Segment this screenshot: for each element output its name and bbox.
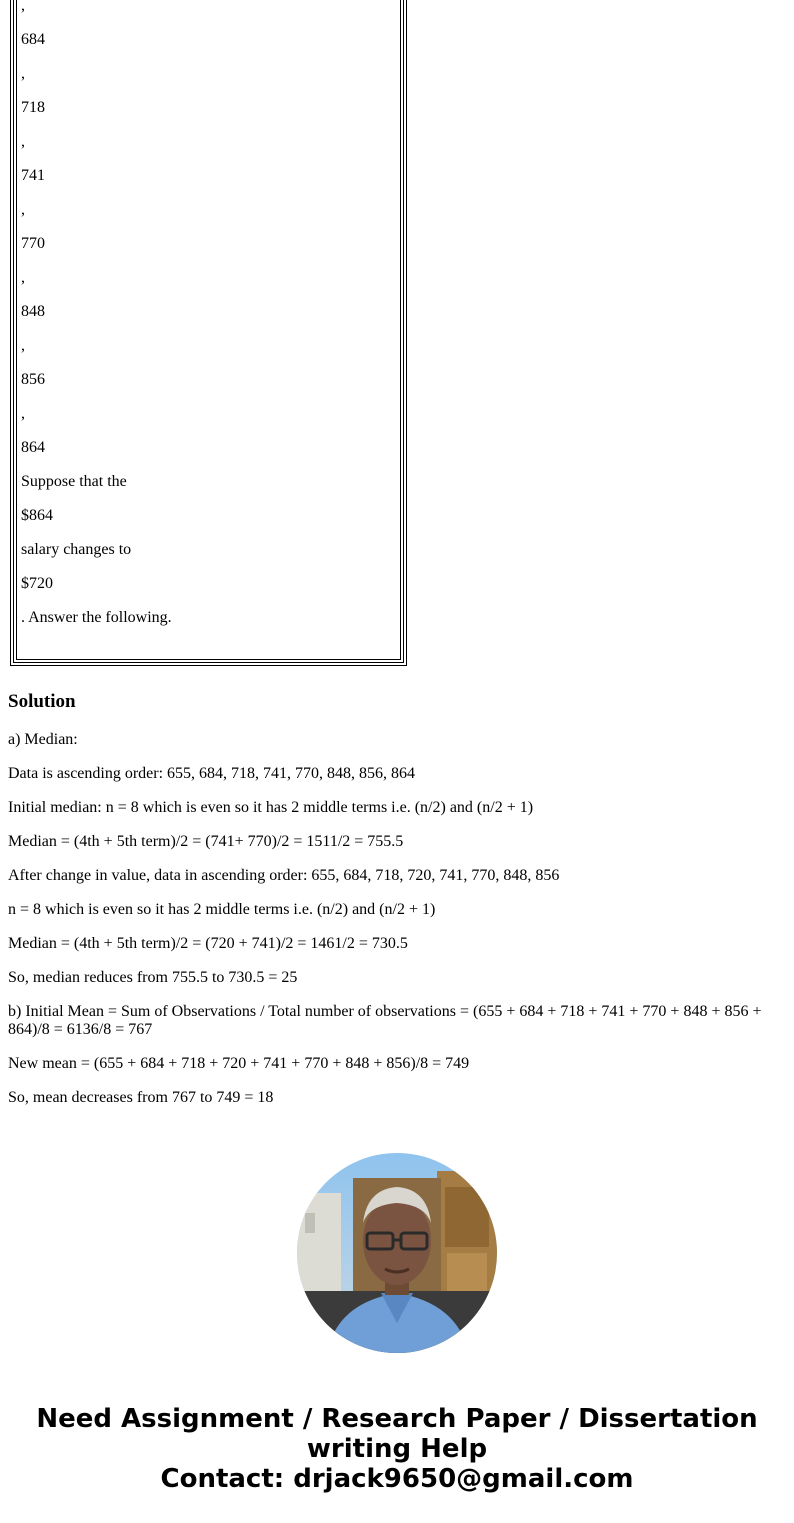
- question-text: salary changes to: [21, 541, 132, 558]
- salary-value: 864: [21, 439, 45, 456]
- solution-line: Data is ascending order: 655, 684, 718, 741, 770, 848, 856, 864: [8, 765, 416, 782]
- question-box-inner: [13, 0, 404, 663]
- solution-line: b) Initial Mean = Sum of Observations / Total number of observations = (655 + 684 + 718 + 741 + 770 + 848 + 856 + 864)/8 = 6136/8 = 767: [8, 1003, 762, 1038]
- contact-email[interactable]: Contact: drjack9650@gmail.com: [160, 1464, 634, 1494]
- solution-line: New mean = (655 + 684 + 718 + 720 + 741 + 770 + 848 + 856)/8 = 749: [8, 1055, 470, 1072]
- solution-heading: Solution: [8, 691, 76, 712]
- salary-value: 770: [21, 235, 45, 252]
- question-text: Suppose that the: [21, 473, 127, 490]
- promo-line: Need Assignment / Research Paper / Dissertation: [36, 1404, 758, 1434]
- separator: ,: [21, 0, 25, 14]
- question-text: . Answer the following.: [21, 609, 172, 626]
- solution-line: So, median reduces from 755.5 to 730.5 = 25: [8, 969, 298, 986]
- separator: ,: [21, 201, 25, 218]
- question-box: [10, 0, 407, 666]
- solution-line: After change in value, data in ascending order: 655, 684, 718, 720, 741, 770, 848, 856: [8, 867, 560, 884]
- solution-line: Median = (4th + 5th term)/2 = (741+ 770)/2 = 1511/2 = 755.5: [8, 833, 404, 850]
- solution-line: n = 8 which is even so it has 2 middle terms i.e. (n/2) and (n/2 + 1): [8, 901, 436, 918]
- separator: ,: [21, 405, 25, 422]
- separator: ,: [21, 133, 25, 150]
- solution-line: Initial median: n = 8 which is even so it has 2 middle terms i.e. (n/2) and (n/2 + 1): [8, 799, 534, 816]
- solution-line: a) Median:: [8, 731, 78, 748]
- promo-line: writing Help: [306, 1434, 488, 1464]
- old-salary-value: $864: [21, 507, 53, 524]
- question-content: [16, 0, 401, 660]
- separator: ,: [21, 65, 25, 82]
- tutor-avatar: [297, 1153, 497, 1353]
- separator: ,: [21, 269, 25, 286]
- salary-value: 684: [21, 31, 45, 48]
- new-salary-value: $720: [21, 575, 53, 592]
- solution-line: Median = (4th + 5th term)/2 = (720 + 741)/2 = 1461/2 = 730.5: [8, 935, 408, 952]
- salary-value: 856: [21, 371, 45, 388]
- salary-value: 741: [21, 167, 45, 184]
- solution-line: So, mean decreases from 767 to 749 = 18: [8, 1089, 274, 1106]
- promo-banner: [0, 1404, 794, 1494]
- tutor-photo: [297, 1153, 497, 1353]
- separator: ,: [21, 337, 25, 354]
- salary-value: 848: [21, 303, 45, 320]
- salary-value: 718: [21, 99, 45, 116]
